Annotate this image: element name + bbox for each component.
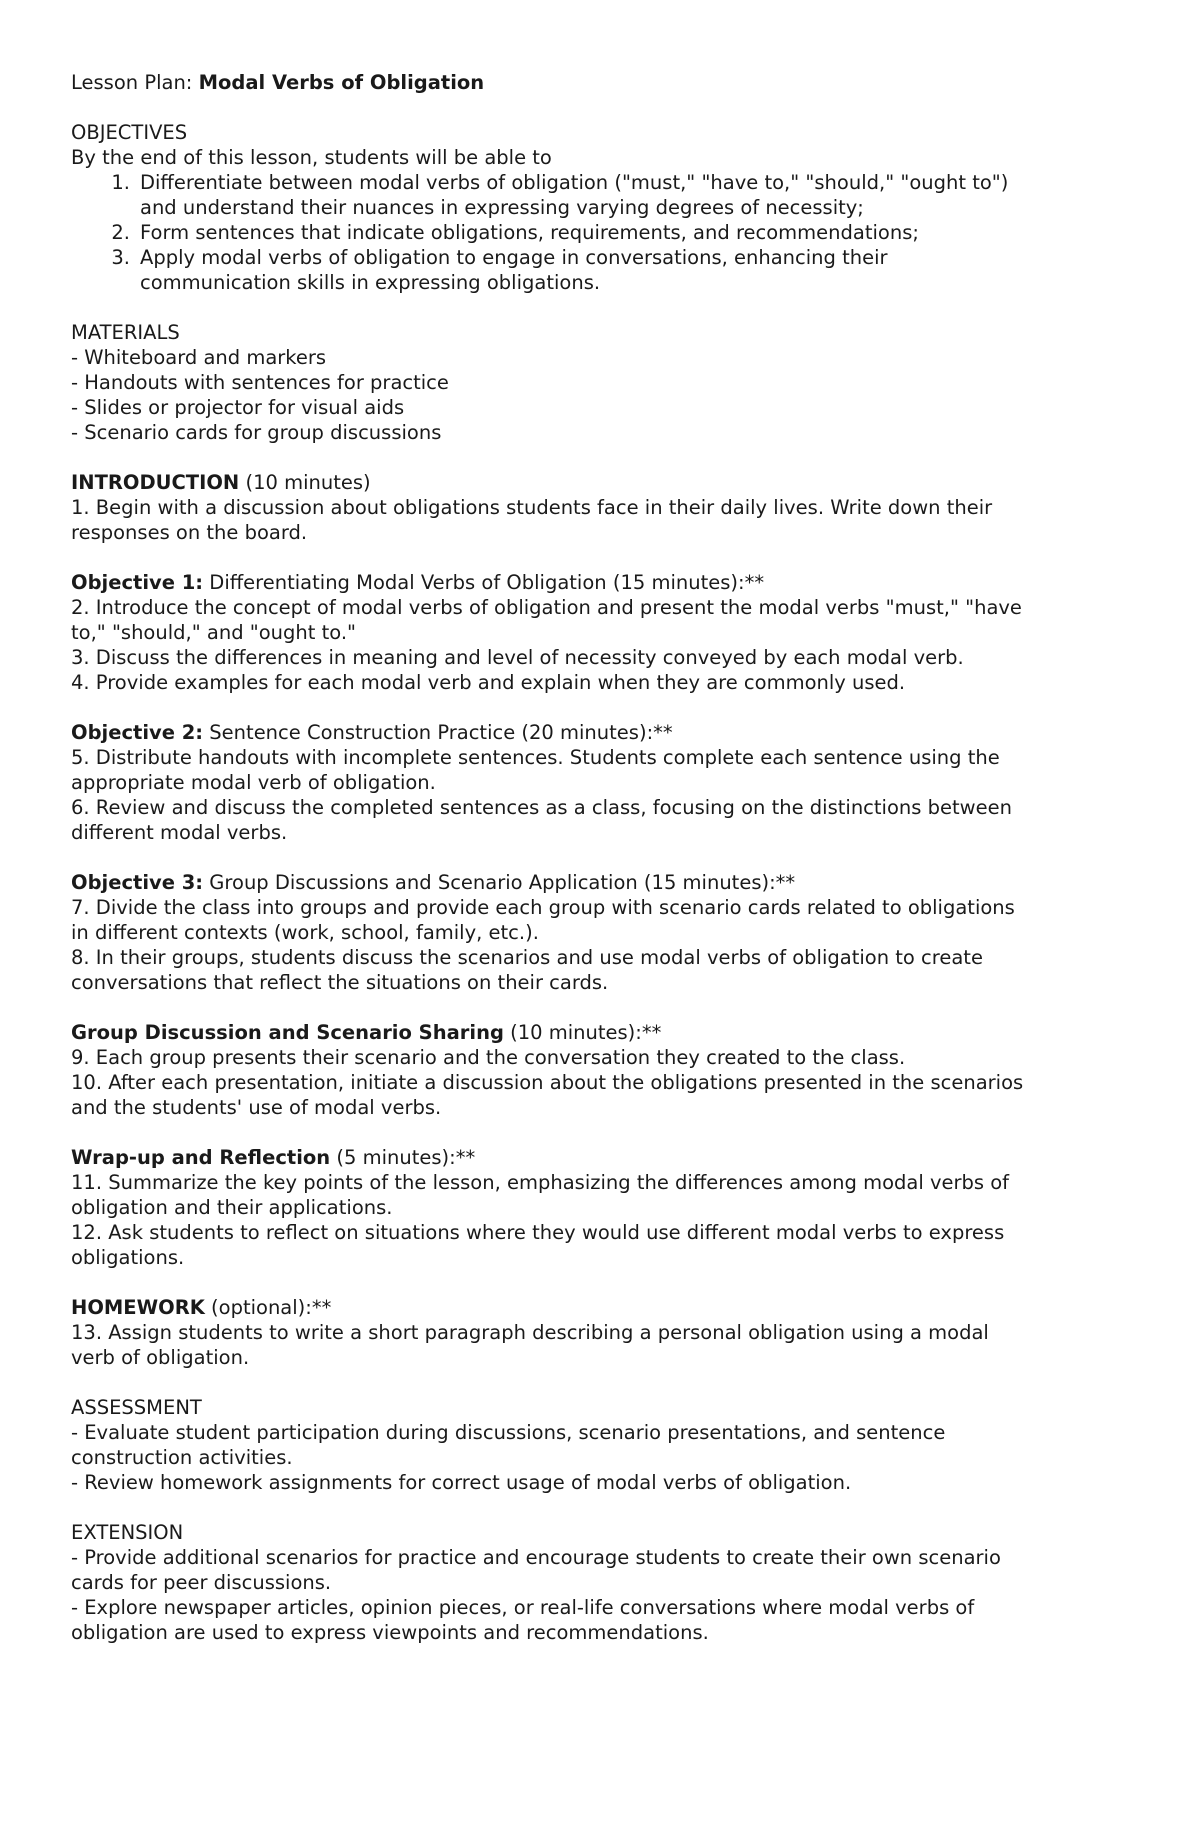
section-line: 11. Summarize the key points of the lesson, emphasizing the differences among modal verbs of: [71, 1171, 1010, 1194]
objective3-section: [71, 870, 1141, 995]
section-line: 5. Distribute handouts with incomplete sentences. Students complete each sentence using the: [71, 746, 1000, 769]
objectives-heading: OBJECTIVES: [71, 121, 188, 144]
section-line: cards for peer discussions.: [71, 1571, 332, 1594]
materials-item: - Scenario cards for group discussions: [71, 421, 442, 444]
section-line: 12. Ask students to reflect on situations where they would use different modal verbs to express: [71, 1221, 1005, 1244]
section-line: 2. Introduce the concept of modal verbs of obligation and present the modal verbs "must," "have: [71, 596, 1022, 619]
materials-item: - Slides or projector for visual aids: [71, 396, 405, 419]
title-bold: Modal Verbs of Obligation: [198, 71, 485, 94]
objective-item: 2. Form sentences that indicate obligations, requirements, and recommendations;: [111, 221, 919, 244]
section-line: different modal verbs.: [71, 821, 288, 844]
section-line: to," "should," and "ought to.": [71, 621, 357, 644]
group-sharing-heading: Group Discussion and Scenario Sharing (10 minutes):**: [71, 1021, 662, 1044]
assessment-section: [71, 1395, 1141, 1495]
section-line: 3. Discuss the differences in meaning and level of necessity conveyed by each modal verb.: [71, 646, 964, 669]
materials-item: - Handouts with sentences for practice: [71, 371, 449, 394]
section-line: - Evaluate student participation during discussions, scenario presentations, and sentence: [71, 1421, 946, 1444]
wrapup-heading: Wrap-up and Reflection (5 minutes):**: [71, 1146, 476, 1169]
section-line: construction activities.: [71, 1446, 293, 1469]
section-line: 7. Divide the class into groups and provide each group with scenario cards related to obligations: [71, 896, 1015, 919]
section-line: obligations.: [71, 1246, 185, 1269]
objectives-section: [71, 120, 1141, 295]
objective3-heading: Objective 3: Group Discussions and Scenario Application (15 minutes):**: [71, 871, 796, 894]
section-line: - Provide additional scenarios for practice and encourage students to create their own scenario: [71, 1546, 1001, 1569]
section-line: verb of obligation.: [71, 1346, 250, 1369]
section-line: responses on the board.: [71, 521, 308, 544]
group-sharing-section: [71, 1020, 1141, 1120]
materials-section: [71, 320, 1141, 445]
objective-item: 1. Differentiate between modal verbs of obligation ("must," "have to," "should," "ought to") and understand their nuances in expressing varying degrees of necessity;: [111, 171, 1009, 219]
section-line: in different contexts (work, school, family, etc.).: [71, 921, 539, 944]
homework-section: [71, 1295, 1141, 1370]
document-title: [71, 70, 1141, 95]
section-line: 4. Provide examples for each modal verb and explain when they are commonly used.: [71, 671, 906, 694]
section-line: and the students' use of modal verbs.: [71, 1096, 442, 1119]
objective1-heading: Objective 1: Differentiating Modal Verbs of Obligation (15 minutes):**: [71, 571, 765, 594]
section-line: 13. Assign students to write a short paragraph describing a personal obligation using a modal: [71, 1321, 989, 1344]
assessment-heading: ASSESSMENT: [71, 1396, 202, 1419]
section-line: 1. Begin with a discussion about obligations students face in their daily lives. Write down their: [71, 496, 993, 519]
introduction-section: [71, 470, 1141, 545]
wrapup-section: [71, 1145, 1141, 1270]
section-line: obligation are used to express viewpoints and recommendations.: [71, 1621, 709, 1644]
objectives-intro: By the end of this lesson, students will be able to: [71, 146, 552, 169]
materials-heading: MATERIALS: [71, 321, 180, 344]
section-line: 9. Each group presents their scenario and the conversation they created to the class.: [71, 1046, 906, 1069]
materials-item: - Whiteboard and markers: [71, 346, 327, 369]
objective2-heading: Objective 2: Sentence Construction Practice (20 minutes):**: [71, 721, 673, 744]
extension-heading: EXTENSION: [71, 1521, 184, 1544]
section-line: - Explore newspaper articles, opinion pieces, or real-life conversations where modal verbs of: [71, 1596, 975, 1619]
objective-item: 3. Apply modal verbs of obligation to engage in conversations, enhancing their communication skills in expressing obligations.: [111, 246, 888, 294]
objective2-section: [71, 720, 1141, 845]
title-prefix: Lesson Plan:: [71, 71, 199, 94]
section-line: 8. In their groups, students discuss the scenarios and use modal verbs of obligation to create: [71, 946, 983, 969]
section-line: - Review homework assignments for correct usage of modal verbs of obligation.: [71, 1471, 852, 1494]
section-line: obligation and their applications.: [71, 1196, 393, 1219]
objective1-section: [71, 570, 1141, 695]
section-line: conversations that reflect the situations on their cards.: [71, 971, 609, 994]
homework-heading: HOMEWORK (optional):**: [71, 1296, 332, 1319]
extension-section: [71, 1520, 1141, 1645]
section-line: appropriate modal verb of obligation.: [71, 771, 436, 794]
introduction-heading: INTRODUCTION (10 minutes): [71, 471, 371, 494]
document-page: [71, 70, 1141, 1645]
section-line: 10. After each presentation, initiate a discussion about the obligations presented in the scenarios: [71, 1071, 1024, 1094]
section-line: 6. Review and discuss the completed sentences as a class, focusing on the distinctions between: [71, 796, 1012, 819]
